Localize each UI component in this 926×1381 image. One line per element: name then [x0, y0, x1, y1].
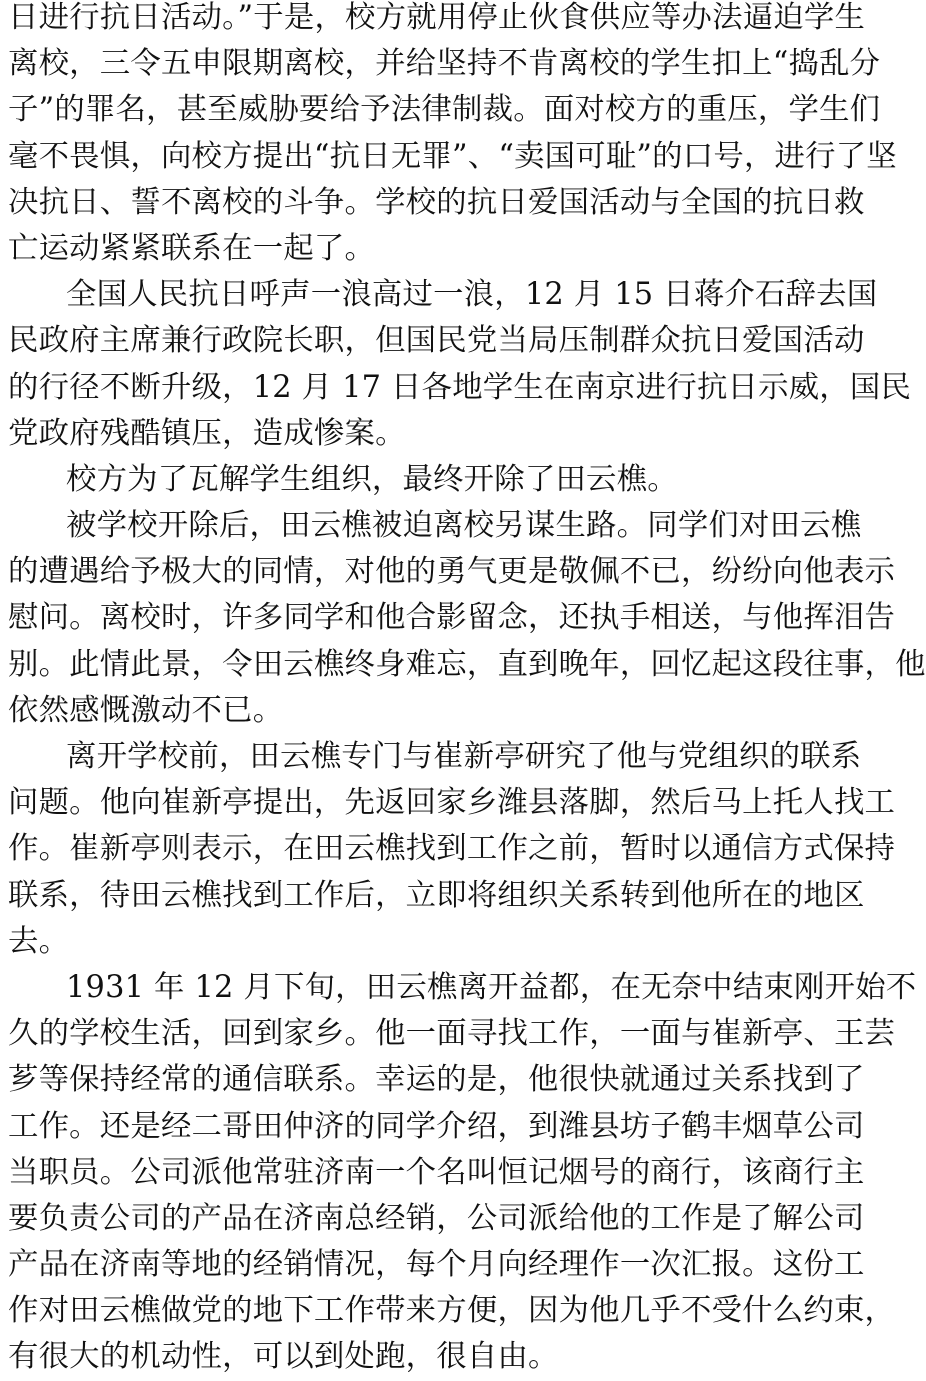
text-line: 的行径不断升级，12 月 17 日各地学生在南京进行抗日示威，国民 [8, 369, 912, 405]
text-line: 毫不畏惧，向校方提出“抗日无罪”、“卖国可耻”的口号，进行了坚 [8, 138, 897, 174]
text-line: 久的学校生活，回到家乡。他一面寻找工作，一面与崔新亭、王芸 [8, 1016, 896, 1052]
paragraph-start: 全国人民抗日呼声一浪高过一浪，12 月 15 日蒋介石辞去国 [66, 277, 878, 313]
paragraph-start: 1931 年 12 月下旬，田云樵离开益都，在无奈中结束刚开始不 [66, 969, 917, 1005]
text-line: 的遭遇给予极大的同情，对他的勇气更是敬佩不已，纷纷向他表示 [8, 554, 896, 590]
text-line: 亡运动紧紧联系在一起了。 [8, 230, 376, 266]
text-line: 作。崔新亭则表示，在田云樵找到工作之前，暂时以通信方式保持 [8, 831, 896, 867]
text-line: 决抗日、誓不离校的斗争。学校的抗日爱国活动与全国的抗日救 [8, 184, 865, 220]
body-text [8, 0, 926, 1381]
text-line: 党政府残酷镇压，造成惨案。 [8, 415, 406, 451]
text-line: 去。 [8, 923, 70, 959]
text-line: 慰问。离校时，许多同学和他合影留念，还执手相送，与他挥泪告 [8, 600, 896, 636]
paragraph-start: 校方为了瓦解学生组织，最终开除了田云樵。 [66, 461, 678, 497]
text-line: 作对田云樵做党的地下工作带来方便，因为他几乎不受什么约束， [8, 1293, 896, 1329]
text-line: 子”的罪名，甚至威胁要给予法律制裁。面对校方的重压，学生们 [8, 92, 881, 128]
text-line: 有很大的机动性，可以到处跑，很自由。 [8, 1339, 559, 1375]
text-line: 离校，三令五申限期离校，并给坚持不肯离校的学生扣上“捣乱分 [8, 46, 881, 82]
text-line: 日进行抗日活动。”于是，校方就用停止伙食供应等办法逼迫学生 [8, 0, 866, 35]
text-line: 问题。他向崔新亭提出，先返回家乡潍县落脚，然后马上托人找工 [8, 785, 896, 821]
text-line: 别。此情此景，令田云樵终身难忘，直到晚年，回忆起这段往事，他 [8, 646, 926, 682]
text-line: 当职员。公司派他常驻济南一个名叫恒记烟号的商行，该商行主 [8, 1154, 865, 1190]
text-line: 工作。还是经二哥田仲济的同学介绍，到潍县坊子鹤丰烟草公司 [8, 1108, 865, 1144]
text-line: 民政府主席兼行政院长职，但国民党当局压制群众抗日爱国活动 [8, 323, 865, 359]
text-line: 联系，待田云樵找到工作后，立即将组织关系转到他所在的地区 [8, 877, 865, 913]
text-line: 产品在济南等地的经销情况，每个月向经理作一次汇报。这份工 [8, 1247, 865, 1283]
paragraph-start: 被学校开除后，田云樵被迫离校另谋生路。同学们对田云樵 [66, 508, 862, 544]
text-line: 要负责公司的产品在济南总经销，公司派给他的工作是了解公司 [8, 1200, 865, 1236]
paragraph-start: 离开学校前，田云樵专门与崔新亭研究了他与党组织的联系 [66, 739, 862, 774]
text-line: 依然感慨激动不已。 [8, 692, 284, 728]
text-line: 芗等保持经常的通信联系。幸运的是，他很快就通过关系找到了 [8, 1062, 865, 1098]
